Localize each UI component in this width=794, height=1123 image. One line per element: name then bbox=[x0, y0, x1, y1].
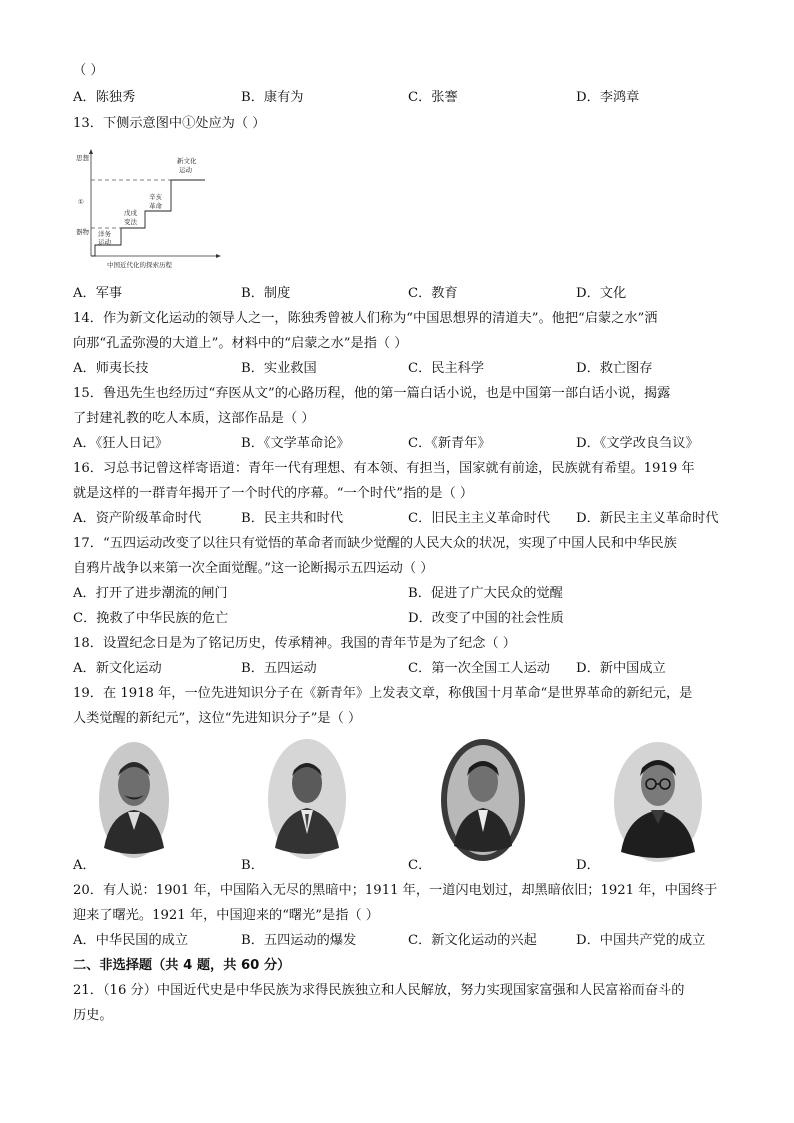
q20-option-d[interactable]: D．中国共产党的成立 bbox=[576, 933, 706, 948]
q19-stem-line1: 19．在 1918 年，一位先进知识分子在《新青年》上发表文章，称俄国十月革命“是世界革命的新纪元，是 bbox=[73, 686, 693, 701]
q16-options bbox=[73, 509, 753, 529]
q15-option-c[interactable]: C．《新青年》 bbox=[408, 436, 491, 451]
q20-stem-line1: 20．有人说：1901 年，中国陷入无尽的黑暗中；1911 年，一道闪电划过，却黑暗依旧；1921 年，中国终于 bbox=[73, 883, 718, 898]
step-label-2a: 戊戌 bbox=[124, 209, 137, 217]
q18-option-b[interactable]: B．五四运动 bbox=[241, 661, 317, 676]
q13-option-b[interactable]: B．制度 bbox=[241, 286, 291, 301]
q14-stem-line2: 向那“孔孟弥漫的大道上”。材料中的“启蒙之水”是指（ ） bbox=[73, 336, 408, 351]
y-label-blank: ① bbox=[78, 198, 84, 206]
q12-option-c[interactable]: C．张謇 bbox=[408, 90, 458, 105]
q16-stem-line2: 就是这样的一群青年揭开了一个时代的序幕。“一个时代”指的是（ ） bbox=[73, 486, 474, 501]
q16-option-b[interactable]: B．民主共和时代 bbox=[241, 511, 344, 526]
q12-stem-tail: （ ） bbox=[73, 63, 104, 78]
step-label-4b: 运动 bbox=[179, 166, 192, 174]
q15-stem-line1: 15．鲁迅先生也经历过“弃医从文”的心路历程，他的第一篇白话小说，也是中国第一部白话小说，揭露 bbox=[73, 386, 671, 401]
q19-option-b[interactable]: B． bbox=[241, 858, 264, 873]
modernization-step-diagram bbox=[73, 148, 223, 273]
y-axis-arrow-icon bbox=[89, 149, 93, 154]
q18-options bbox=[73, 659, 753, 679]
x-axis-arrow-icon bbox=[216, 254, 221, 258]
q20-option-c[interactable]: C．新文化运动的兴起 bbox=[408, 933, 537, 948]
q14-option-c[interactable]: C．民主科学 bbox=[408, 361, 485, 376]
q15-stem-line2: 了封建礼教的吃人本质，这部作品是（ ） bbox=[73, 411, 315, 426]
q16-option-a[interactable]: A．资产阶级革命时代 bbox=[73, 511, 202, 526]
q19-option-a[interactable]: A． bbox=[73, 858, 96, 873]
step-label-2b: 变法 bbox=[124, 218, 137, 226]
portrait-c-image bbox=[440, 738, 526, 863]
q20-option-a[interactable]: A．中华民国的成立 bbox=[73, 933, 189, 948]
q17-options-row2 bbox=[73, 609, 753, 629]
q18-option-c[interactable]: C．第一次全国工人运动 bbox=[408, 661, 550, 676]
q13-option-c[interactable]: C．教育 bbox=[408, 286, 458, 301]
y-label-thought: 思想 bbox=[76, 154, 89, 162]
q19-option-d[interactable]: D． bbox=[576, 858, 600, 873]
q17-option-b[interactable]: B．促进了广大民众的觉醒 bbox=[408, 586, 563, 601]
portrait-b[interactable] bbox=[267, 738, 347, 860]
q14-option-a[interactable]: A．师夷长技 bbox=[73, 361, 149, 376]
q17-option-a[interactable]: A．打开了进步潮流的闸门 bbox=[73, 586, 228, 601]
step-label-3b: 革命 bbox=[149, 202, 162, 210]
q15-option-b[interactable]: B．《文学革命论》 bbox=[241, 436, 350, 451]
portrait-b-image bbox=[267, 738, 347, 860]
q19-options bbox=[73, 856, 753, 876]
q16-option-d[interactable]: D．新民主主义革命时代 bbox=[576, 511, 719, 526]
q13-option-d[interactable]: D．文化 bbox=[576, 286, 627, 301]
q20-stem-line2: 迎来了曙光。1921 年，中国迎来的“曙光”是指（ ） bbox=[73, 908, 379, 923]
q20-options bbox=[73, 931, 753, 951]
portrait-a-image bbox=[98, 740, 170, 860]
portrait-d-image bbox=[613, 740, 703, 864]
q14-option-d[interactable]: D．救亡图存 bbox=[576, 361, 653, 376]
q13-options bbox=[73, 284, 753, 304]
q21-stem-line2: 历史。 bbox=[73, 1008, 113, 1023]
q18-stem: 18．设置纪念日是为了铭记历史，传承精神。我国的青年节是为了纪念（ ） bbox=[73, 636, 516, 651]
portrait-c[interactable] bbox=[440, 738, 526, 863]
q13-diagram bbox=[73, 148, 223, 273]
q21-stem-line1: 21．（16 分）中国近代史是中华民族为求得民族独立和人民解放，努力实现国家富强和人民富裕而奋斗的 bbox=[73, 983, 685, 998]
q12-option-b[interactable]: B．康有为 bbox=[241, 90, 304, 105]
q15-option-a[interactable]: A．《狂人日记》 bbox=[73, 436, 169, 451]
q17-option-d[interactable]: D．改变了中国的社会性质 bbox=[408, 611, 564, 626]
portrait-d[interactable] bbox=[613, 740, 703, 864]
step-label-1b: 运动 bbox=[98, 238, 111, 246]
q14-option-b[interactable]: B．实业救国 bbox=[241, 361, 317, 376]
q12-option-a[interactable]: A．陈独秀 bbox=[73, 90, 136, 105]
q17-options-row1 bbox=[73, 584, 753, 604]
y-label-artifacts: 器物 bbox=[76, 228, 89, 236]
q14-options bbox=[73, 359, 753, 379]
step-label-3a: 辛亥 bbox=[149, 193, 162, 201]
step-label-4a: 新文化 bbox=[177, 157, 197, 165]
q17-option-c[interactable]: C．挽救了中华民族的危亡 bbox=[73, 611, 229, 626]
x-axis-label: 中国近代化的探索历程 bbox=[107, 261, 172, 269]
q13-stem: 13．下侧示意图中①处应为（ ） bbox=[73, 116, 266, 131]
q13-option-a[interactable]: A．军事 bbox=[73, 286, 123, 301]
q15-option-d[interactable]: D．《文学改良刍议》 bbox=[576, 436, 699, 451]
q14-stem-line1: 14．作为新文化运动的领导人之一，陈独秀曾被人们称为“中国思想界的清道夫”。他把“启蒙之水”洒 bbox=[73, 311, 658, 326]
q16-option-c[interactable]: C．旧民主主义革命时代 bbox=[408, 511, 550, 526]
q18-option-d[interactable]: D．新中国成立 bbox=[576, 661, 666, 676]
q19-option-c[interactable]: C． bbox=[408, 858, 432, 873]
q15-options bbox=[73, 434, 753, 454]
section2-title: 二、非选择题（共 4 题，共 60 分） bbox=[73, 958, 291, 973]
q17-stem-line1: 17．“五四运动改变了以往只有觉悟的革命者而缺少觉醒的人民大众的状况，实现了中国人民和中华民族 bbox=[73, 536, 677, 551]
q20-option-b[interactable]: B．五四运动的爆发 bbox=[241, 933, 357, 948]
q12-option-d[interactable]: D．李鸿章 bbox=[576, 90, 640, 105]
q18-option-a[interactable]: A．新文化运动 bbox=[73, 661, 162, 676]
q16-stem-line1: 16．习总书记曾这样寄语道：青年一代有理想、有本领、有担当，国家就有前途，民族就有希望。1919 年 bbox=[73, 461, 695, 476]
q17-stem-line2: 自鸦片战争以来第一次全面觉醒。”这一论断揭示五四运动（ ） bbox=[73, 561, 434, 576]
portrait-a[interactable] bbox=[98, 740, 170, 860]
step-label-1a: 洋务 bbox=[98, 230, 111, 238]
q12-options bbox=[73, 88, 753, 108]
q19-stem-line2: 人类觉醒的新纪元”，这位“先进知识分子”是（ ） bbox=[73, 711, 362, 726]
